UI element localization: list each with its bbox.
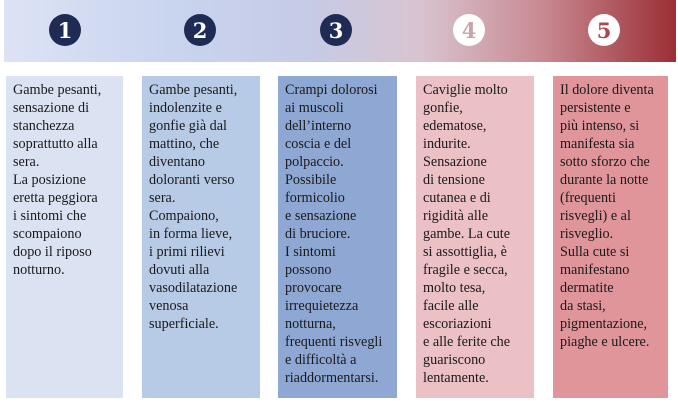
- stage-number-2: [184, 14, 216, 46]
- stage-1-text-line: Gambe pesanti,: [13, 82, 102, 98]
- stage-5-text-line: durante la notte: [560, 172, 649, 188]
- stage-column-4: [416, 76, 534, 398]
- stage-3-text-line: coscia e del: [285, 136, 352, 152]
- stage-2-text-line: dovuti alla: [149, 262, 210, 278]
- stage-5-text-line: piaghe e ulcere.: [560, 334, 650, 350]
- stage-3-text-line: irrequietezza: [285, 298, 359, 314]
- stage-2-text-line: venosa: [149, 298, 189, 314]
- stage-5-text-line: sotto sforzo che: [560, 154, 650, 170]
- stage-3-text-line: di bruciore.: [285, 226, 351, 242]
- stage-4-text-line: escoriazioni: [423, 316, 492, 332]
- stage-3-text-line: Possibile: [285, 172, 337, 188]
- stage-5-text-line: (frequenti: [560, 190, 616, 206]
- stage-5-text-line: manifesta sia: [560, 136, 635, 152]
- stage-3-text-line: formicolio: [285, 190, 345, 206]
- stage-4-text-line: edematose,: [423, 118, 487, 134]
- stage-2-text-line: Compaiono,: [149, 208, 219, 224]
- stage-4-text-line: fragile e secca,: [423, 262, 508, 278]
- stage-3-text-line: riaddormentarsi.: [285, 370, 379, 386]
- stage-2-text-line: vasodilatazione: [149, 280, 238, 296]
- stage-1-text-line: scompaiono: [13, 226, 82, 242]
- stage-number-1-text: 1: [57, 17, 73, 43]
- stage-4-text-line: rigidità alle: [423, 208, 489, 224]
- stage-1-text-line: soprattutto alla: [13, 136, 98, 152]
- stage-2-text-line: gonfie già dal: [149, 118, 228, 134]
- stage-3-text-line: e difficoltà a: [285, 352, 357, 368]
- stage-4-text-line: Caviglie molto: [423, 82, 508, 98]
- stage-3-text-line: ai muscoli: [285, 100, 344, 116]
- stage-column-1: [6, 76, 123, 398]
- stage-number-5: [588, 14, 620, 46]
- stage-4-text-line: molto tesa,: [423, 280, 486, 296]
- stage-1-text-line: notturno.: [13, 262, 65, 278]
- stage-1-text-line: sera.: [13, 154, 40, 170]
- stage-5-text-line: Sulla cute si: [560, 244, 630, 260]
- stage-3-text-line: provocare: [285, 280, 342, 296]
- stage-number-5-text: 5: [596, 17, 612, 43]
- stage-4-text-line: si assottiglia, è: [423, 244, 507, 260]
- stage-1-text-line: eretta peggiora: [13, 190, 98, 206]
- stage-4-text-line: gambe. La cute: [423, 226, 511, 242]
- stage-1-text-line: La posizione: [13, 172, 86, 188]
- stage-3-text-line: frequenti risvegli: [285, 334, 383, 350]
- stage-5-text-line: risvegli) e al: [560, 208, 631, 224]
- stage-4-text-line: di tensione: [423, 172, 485, 188]
- stage-number-3-text: 3: [328, 17, 344, 43]
- stage-3-text-line: e sensazione: [285, 208, 357, 224]
- stage-number-4-text: 4: [461, 17, 477, 43]
- stage-1-text-line: dopo il riposo: [13, 244, 92, 260]
- stage-5-text-line: Il dolore diventa: [560, 82, 654, 98]
- stage-5-text-line: dermatite: [560, 280, 614, 296]
- stage-2-text-line: superficiale.: [149, 316, 219, 332]
- stage-5-text-line: più intenso, si: [560, 118, 640, 134]
- stage-2-text-line: indolenzite e: [149, 100, 222, 116]
- stage-4-text-line: cutanea e di: [423, 190, 491, 206]
- stage-3-text-line: Crampi dolorosi: [285, 82, 378, 98]
- stage-4-text-line: gonfie,: [423, 100, 463, 116]
- stage-2-text-line: in forma lieve,: [149, 226, 233, 242]
- stage-3-text-line: notturna,: [285, 316, 336, 332]
- stage-3-text-line: I sintomi: [285, 244, 336, 260]
- stage-column-2: [142, 76, 260, 398]
- stage-2-text-line: mattino, che: [149, 136, 220, 152]
- stage-5-text-line: pigmentazione,: [560, 316, 648, 332]
- stage-3-text-line: dell’interno: [285, 118, 352, 134]
- stage-4-text-line: Sensazione: [423, 154, 487, 170]
- stage-3-text-line: possono: [285, 262, 332, 278]
- stage-4-text-line: facile alle: [423, 298, 479, 314]
- stage-number-1: [49, 14, 81, 46]
- stage-5-text-line: risveglio.: [560, 226, 614, 242]
- stage-1-text-line: stanchezza: [13, 118, 75, 134]
- stage-2-text-line: i primi rilievi: [149, 244, 225, 260]
- stage-2-text-line: doloranti verso: [149, 172, 235, 188]
- stage-1-text-line: i sintomi che: [13, 208, 87, 224]
- stage-number-3: [320, 14, 352, 46]
- stage-2-text-line: sera.: [149, 190, 176, 206]
- stage-3-text-line: polpaccio.: [285, 154, 344, 170]
- stage-number-4: [453, 14, 485, 46]
- stage-2-text-line: diventano: [149, 154, 205, 170]
- stage-4-text-line: guariscono: [423, 352, 486, 368]
- stage-4-text-line: e alle ferite che: [423, 334, 511, 350]
- stage-2-text-line: Gambe pesanti,: [149, 82, 238, 98]
- stage-number-2-text: 2: [192, 17, 208, 43]
- stage-1-text-line: sensazione di: [13, 100, 90, 116]
- stage-5-text-line: manifestano: [560, 262, 630, 278]
- stage-column-5: [553, 76, 668, 398]
- stage-5-text-line: persistente e: [560, 100, 631, 116]
- stage-4-text-line: indurite.: [423, 136, 471, 152]
- stage-5-text-line: da stasi,: [560, 298, 606, 314]
- stage-4-text-line: lentamente.: [423, 370, 489, 386]
- stage-column-3: [278, 76, 397, 398]
